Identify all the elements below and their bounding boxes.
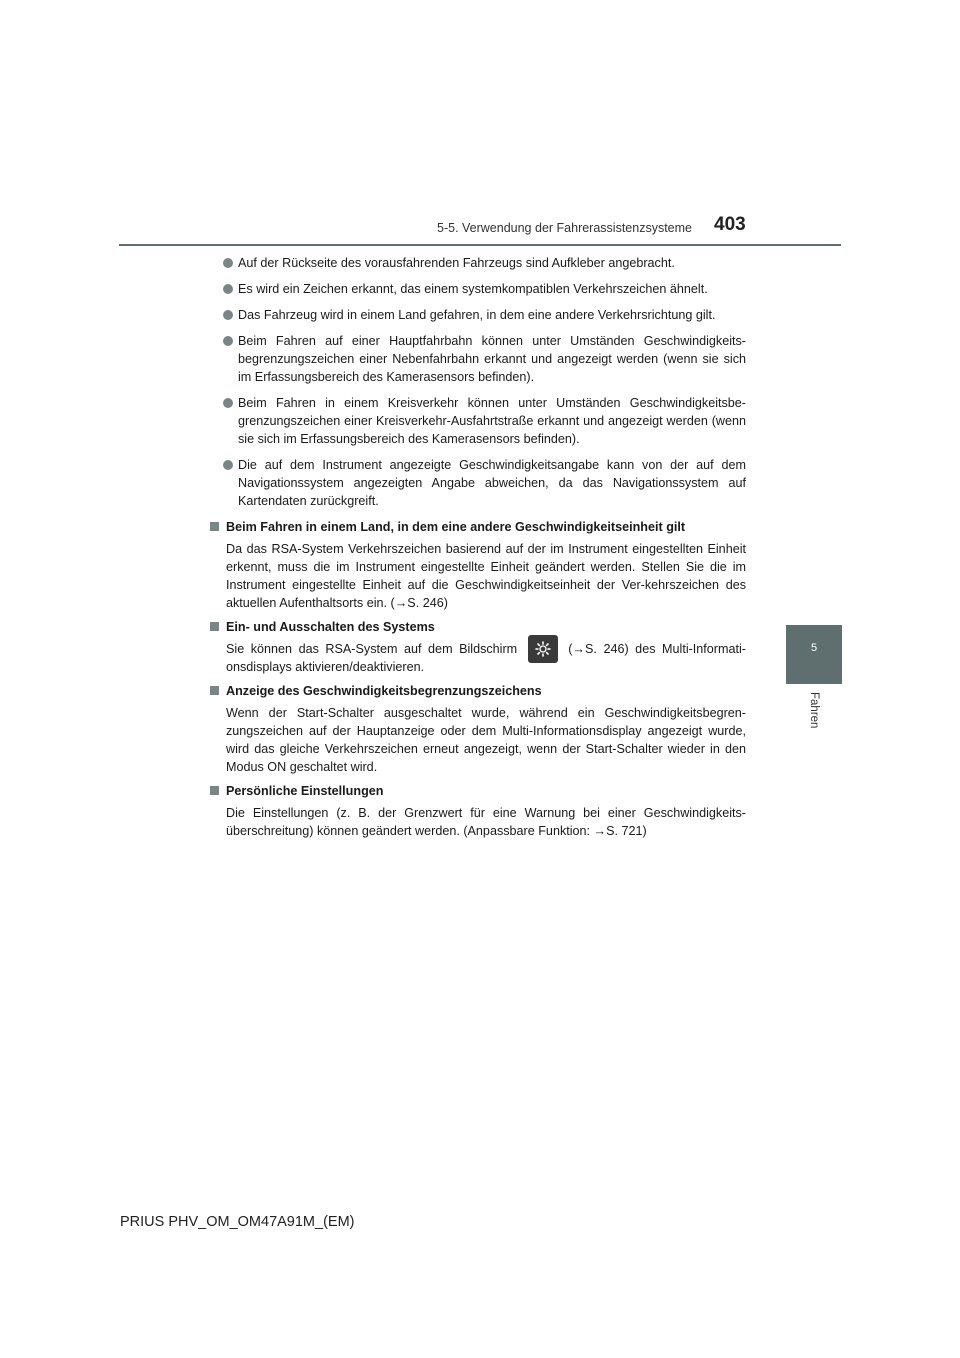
document-footer-code: PRIUS PHV_OM_OM47A91M_(EM): [120, 1214, 355, 1230]
square-bullet-icon: [210, 686, 219, 695]
section-body-text: (→S. 246) des Multi-Informati-onsdisplays aktivieren/deaktivieren.: [226, 642, 746, 674]
page-content: [222, 254, 746, 842]
list-item: [222, 456, 746, 510]
list-item: [222, 394, 746, 448]
list-item: [222, 254, 746, 272]
section-personal-settings: [210, 782, 746, 840]
list-item-text: Es wird ein Zeichen erkannt, das einem systemkompatiblen Verkehrszeichen ähnelt.: [238, 282, 708, 296]
list-item-text: Beim Fahren auf einer Hauptfahrbahn können unter Umständen Geschwindigkeits-begrenzungszeichen einer Nebenfahrbahn erkannt und angezeigt werden (wenn sie sich im Erfassungsbereich des Kamerasensors befinden).: [238, 334, 746, 384]
section-title: Ein- und Ausschalten des Systems: [226, 620, 435, 634]
chapter-number: 5: [810, 642, 818, 654]
bullet-icon: [223, 310, 233, 320]
section-sign-display: [210, 682, 746, 776]
section-body-text: Sie können das RSA-System auf dem Bildschirm: [226, 642, 518, 656]
chapter-label: Fahren: [808, 692, 820, 729]
header-divider: [119, 244, 841, 246]
chapter-tab: [786, 625, 842, 684]
bullet-icon: [223, 284, 233, 294]
list-item: [222, 280, 746, 298]
square-bullet-icon: [210, 522, 219, 531]
square-bullet-icon: [210, 622, 219, 631]
section-title: Beim Fahren in einem Land, in dem eine andere Geschwindigkeitseinheit gilt: [226, 520, 686, 534]
square-bullet-icon: [210, 786, 219, 795]
list-item-text: Das Fahrzeug wird in einem Land gefahren, in dem eine andere Verkehrsrichtung gilt.: [238, 308, 716, 322]
bullet-icon: [223, 398, 233, 408]
bullet-icon: [223, 258, 233, 268]
section-speed-unit: [210, 518, 746, 612]
settings-gear-icon: [528, 635, 558, 663]
section-title: Anzeige des Geschwindigkeitsbegrenzungszeichens: [226, 684, 542, 698]
header-section-title: 5-5. Verwendung der Fahrerassistenzsysteme: [437, 221, 692, 235]
section-on-off: [210, 618, 746, 676]
list-item: [222, 306, 746, 324]
section-title: Persönliche Einstellungen: [226, 784, 384, 798]
section-body: [226, 640, 746, 676]
section-body: Wenn der Start-Schalter ausgeschaltet wurde, während ein Geschwindigkeitsbegren-zungszeichen auf der Hauptanzeige oder dem Multi-Informationsdisplay angezeigt wurde, wird das gleiche Verkehrszeichen erneut angezeigt, wenn der Start-Schalter wieder in den Modus ON geschaltet wird.: [226, 706, 746, 774]
section-body: Die Einstellungen (z. B. der Grenzwert für eine Warnung bei einer Geschwindigkeits-überschreitung) können geändert werden. (Anpassbare Funktion: →S. 721): [226, 806, 746, 838]
list-item-text: Auf der Rückseite des vorausfahrenden Fahrzeugs sind Aufkleber angebracht.: [238, 256, 675, 270]
section-body: Da das RSA-System Verkehrszeichen basierend auf der im Instrument eingestellten Einheit erkennt, muss die im Instrument eingestellte Einheit geändert werden. Stellen Sie die im Instrument eingestellte Einheit auf die Geschwindigkeitseinheit der Ver-kehrszeichen des aktuellen Aufenthaltsorts ein. (→S. 246): [226, 542, 746, 610]
page-number: 403: [714, 214, 746, 235]
list-item-text: Die auf dem Instrument angezeigte Geschwindigkeitsangabe kann von der auf dem Navigationssystem angezeigten Angabe abweichen, da das Navigationssystem auf Kartendaten zurückgreift.: [238, 458, 746, 508]
list-item: [222, 332, 746, 386]
list-item-text: Beim Fahren in einem Kreisverkehr können unter Umständen Geschwindigkeitsbe-grenzungszeichen einer Kreisverkehr-Ausfahrtstraße erkannt und angezeigt werden (wenn sie sich im Erfassungsbereich des Kamerasensors befinden).: [238, 396, 746, 446]
bullet-icon: [223, 336, 233, 346]
bullet-icon: [223, 460, 233, 470]
